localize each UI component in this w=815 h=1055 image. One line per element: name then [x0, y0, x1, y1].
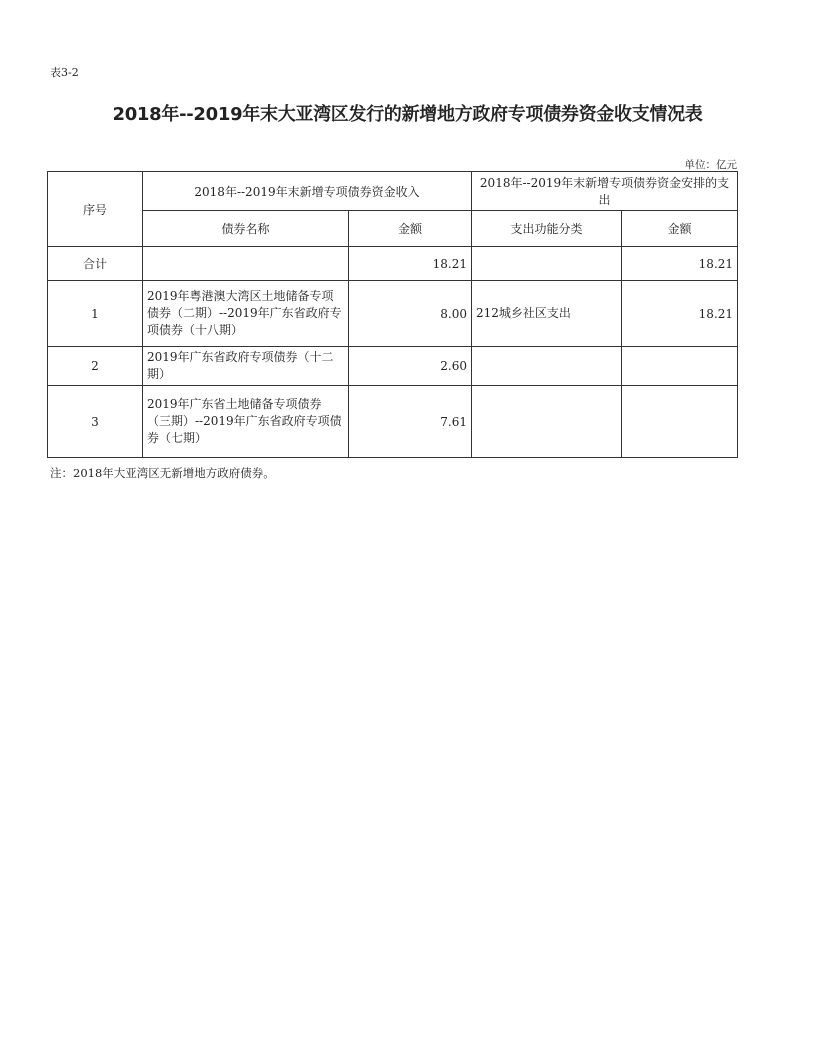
table-row	[48, 347, 738, 386]
page-title: 2018年--2019年末大亚湾区发行的新增地方政府专项债券资金收支情况表	[112, 104, 703, 125]
total-expense-amount: 18.21	[622, 247, 738, 281]
table-row	[48, 386, 738, 458]
row-function-class	[472, 386, 622, 458]
bond-table	[47, 171, 738, 458]
unit-label: 单位：亿元	[684, 159, 737, 171]
row-expense-amount	[622, 386, 738, 458]
header-bond-name: 债券名称	[143, 211, 349, 247]
row-income-amount: 8.00	[349, 281, 472, 347]
total-label: 合计	[48, 247, 143, 281]
header-seq: 序号	[48, 172, 143, 247]
row-seq: 3	[48, 386, 143, 458]
table-label: 表3-2	[50, 66, 79, 79]
row-income-amount: 7.61	[349, 386, 472, 458]
header-expense-group: 2018年--2019年末新增专项债券资金安排的支出	[472, 172, 738, 211]
total-income-amount: 18.21	[349, 247, 472, 281]
total-function-class	[472, 247, 622, 281]
footnote: 注：2018年大亚湾区无新增地方政府债券。	[50, 466, 275, 480]
row-bond-name: 2019年粤港澳大湾区土地储备专项债券（二期）--2019年广东省政府专项债券（十八期）	[143, 281, 349, 347]
row-expense-amount: 18.21	[622, 281, 738, 347]
row-bond-name: 2019年广东省政府专项债券（十二期）	[143, 347, 349, 386]
row-seq: 2	[48, 347, 143, 386]
row-income-amount: 2.60	[349, 347, 472, 386]
row-function-class: 212城乡社区支出	[472, 281, 622, 347]
row-bond-name: 2019年广东省土地储备专项债券（三期）--2019年广东省政府专项债券（七期）	[143, 386, 349, 458]
row-seq: 1	[48, 281, 143, 347]
header-expense-amount: 金额	[622, 211, 738, 247]
table-row-total	[48, 247, 738, 281]
header-function-class: 支出功能分类	[472, 211, 622, 247]
total-bond-name	[143, 247, 349, 281]
row-expense-amount	[622, 347, 738, 386]
header-income-group: 2018年--2019年末新增专项债券资金收入	[143, 172, 472, 211]
row-function-class	[472, 347, 622, 386]
table-row	[48, 281, 738, 347]
header-income-amount: 金额	[349, 211, 472, 247]
